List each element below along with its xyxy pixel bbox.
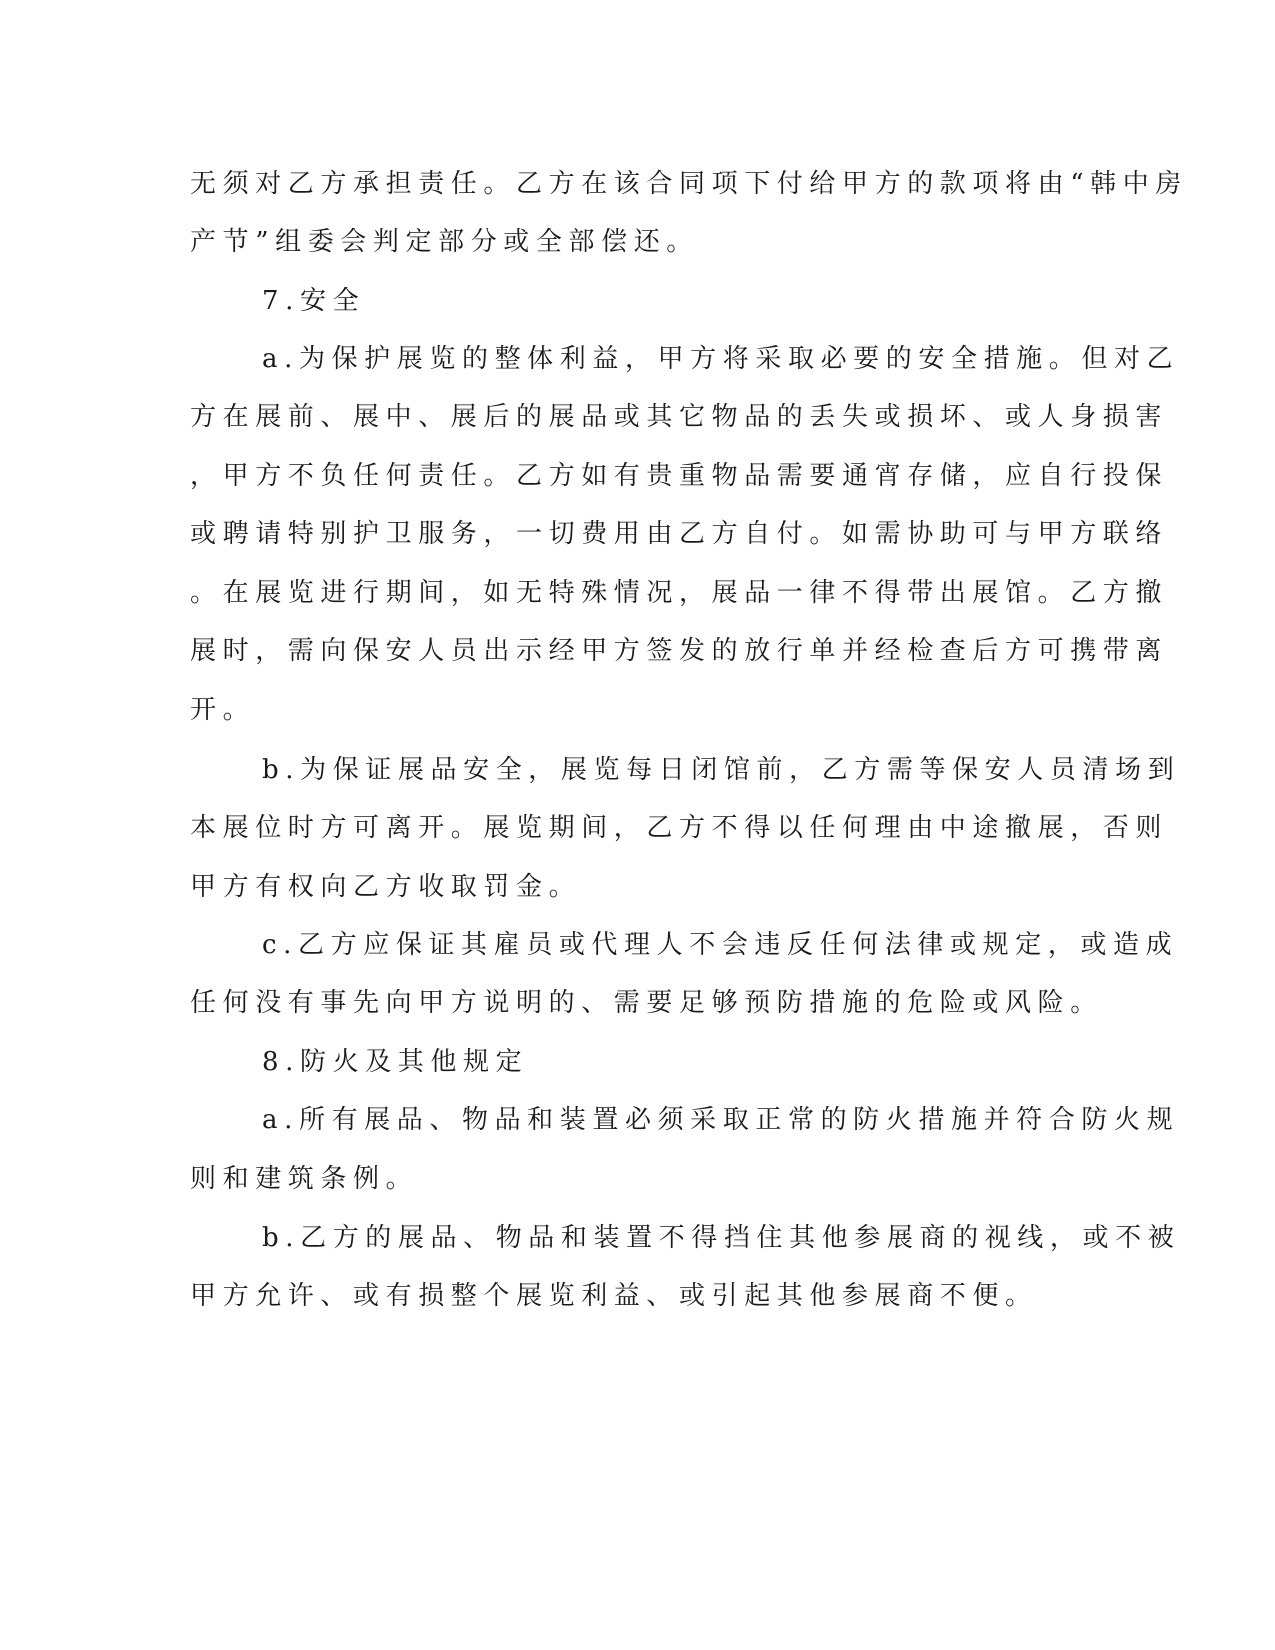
paragraph-line: 产节”组委会判定部分或全部偿还。 <box>190 227 699 257</box>
paragraph-line: a.为保护展览的整体利益，甲方将采取必要的安全措施。但对乙 <box>262 344 1180 374</box>
paragraph-line: b.乙方的展品、物品和装置不得挡住其他参展商的视线，或不被 <box>262 1223 1181 1253</box>
paragraph-line: ，甲方不负任何责任。乙方如有贵重物品需要通宵存储，应自行投保 <box>190 461 1169 491</box>
paragraph-line: 本展位时方可离开。展览期间，乙方不得以任何理由中途撤展，否则 <box>190 813 1169 843</box>
paragraph-line: 任何没有事先向甲方说明的、需要足够预防措施的危险或风险。 <box>190 988 1103 1018</box>
paragraph-line: a.所有展品、物品和装置必须采取正常的防火措施并符合防火规 <box>262 1105 1180 1135</box>
paragraph-line: 无须对乙方承担责任。乙方在该合同项下付给甲方的款项将由“韩中房 <box>190 169 1188 199</box>
paragraph-line: 开。 <box>190 695 256 725</box>
paragraph-line: 展时，需向保安人员出示经甲方签发的放行单并经检查后方可携带离 <box>190 636 1169 666</box>
paragraph-line: c.乙方应保证其雇员或代理人不会违反任何法律或规定，或造成 <box>262 930 1179 960</box>
paragraph-line: 方在展前、展中、展后的展品或其它物品的丢失或损坏、或人身损害 <box>190 402 1169 432</box>
section-heading-8: 8.防火及其他规定 <box>262 1047 529 1077</box>
section-heading-7: 7.安全 <box>262 286 366 316</box>
paragraph-line: 则和建筑条例。 <box>190 1164 419 1194</box>
paragraph-line: 甲方允许、或有损整个展览利益、或引起其他参展商不便。 <box>190 1281 1038 1311</box>
paragraph-line: 或聘请特别护卫服务，一切费用由乙方自付。如需协助可与甲方联络 <box>190 519 1169 549</box>
paragraph-line: 甲方有权向乙方收取罚金。 <box>190 872 582 902</box>
paragraph-line: b.为保证展品安全，展览每日闭馆前，乙方需等保安人员清场到 <box>262 755 1181 785</box>
paragraph-line: 。在展览进行期间，如无特殊情况，展品一律不得带出展馆。乙方撤 <box>190 578 1169 608</box>
